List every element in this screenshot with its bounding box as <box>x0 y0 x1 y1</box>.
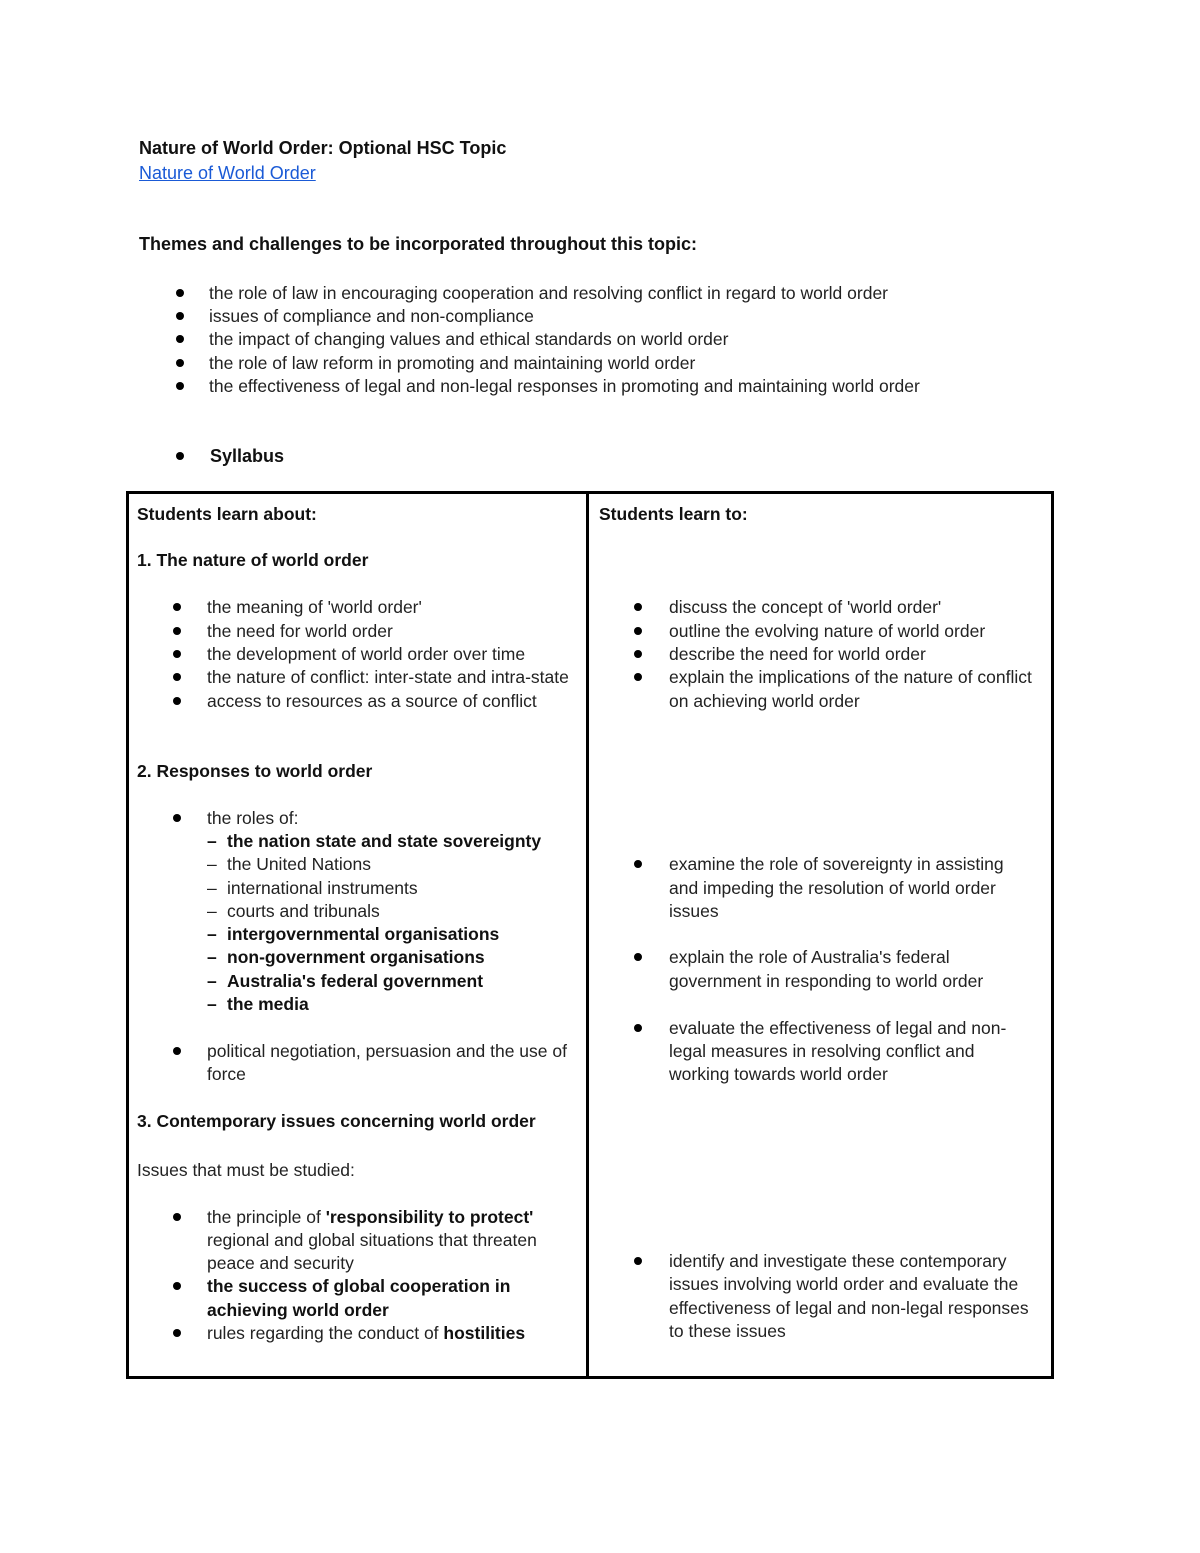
list-item: the meaning of 'world order' <box>207 597 422 617</box>
list-item: the need for world order <box>207 621 393 641</box>
list-item: discuss the concept of 'world order' <box>669 597 942 617</box>
role-item: – the United Nations <box>207 854 371 874</box>
table-divider <box>586 491 589 1379</box>
list-item-continued: force <box>207 1064 246 1084</box>
section-heading: 1. The nature of world order <box>137 550 369 570</box>
document-title: Nature of World Order: Optional HSC Topic <box>139 138 507 158</box>
bullet-icon <box>173 1047 181 1055</box>
syllabus-label: Syllabus <box>210 446 285 466</box>
bullet-icon <box>173 603 181 611</box>
bullet-icon <box>634 673 642 681</box>
list-item: examine the role of sovereignty in assisting <box>669 854 1004 874</box>
list-item: the success of global cooperation in <box>207 1276 511 1296</box>
bullet-icon <box>173 1329 181 1337</box>
bullet-icon <box>634 603 642 611</box>
bullet-icon <box>176 359 184 367</box>
role-item: – courts and tribunals <box>207 901 380 921</box>
bullet-icon <box>173 814 181 822</box>
role-item: – intergovernmental organisations <box>207 924 500 944</box>
bullet-icon <box>176 312 184 320</box>
list-item: the impact of changing values and ethical standards on world order <box>209 329 729 349</box>
list-item-continued: peace and security <box>207 1253 354 1273</box>
bullet-icon <box>173 627 181 635</box>
list-item-continued: issues <box>669 901 719 921</box>
list-item: describe the need for world order <box>669 644 926 664</box>
bullet-icon <box>634 953 642 961</box>
list-item-continued: and impeding the resolution of world order <box>669 878 996 898</box>
list-item: political negotiation, persuasion and the use of <box>207 1041 567 1061</box>
left-column-header: Students learn about: <box>137 504 317 524</box>
list-item: rules regarding the conduct of hostilities <box>207 1323 526 1343</box>
themes-heading: Themes and challenges to be incorporated throughout this topic: <box>139 234 698 254</box>
bullet-icon <box>173 1213 181 1221</box>
role-item: – the media <box>207 994 309 1014</box>
list-item: the role of law in encouraging cooperation and resolving conflict in regard to world order <box>209 283 889 303</box>
right-column-header: Students learn to: <box>599 504 748 524</box>
list-item-continued: issues involving world order and evaluate the <box>669 1274 1019 1294</box>
bullet-icon <box>173 697 181 705</box>
section-heading: 2. Responses to world order <box>137 761 373 781</box>
role-item: – Australia's federal government <box>207 971 484 991</box>
list-item: evaluate the effectiveness of legal and non- <box>669 1018 1007 1038</box>
list-item: outline the evolving nature of world order <box>669 621 986 641</box>
role-item: – the nation state and state sovereignty <box>207 831 542 851</box>
list-item-continued: to these issues <box>669 1321 786 1341</box>
role-item: – non-government organisations <box>207 947 485 967</box>
list-item: the nature of conflict: inter-state and intra-state <box>207 667 569 687</box>
bullet-icon <box>634 650 642 658</box>
list-item-continued: regional and global situations that threaten <box>207 1230 537 1250</box>
bullet-icon <box>173 673 181 681</box>
list-item-continued: legal measures in resolving conflict and <box>669 1041 975 1061</box>
list-item: explain the role of Australia's federal <box>669 947 950 967</box>
bullet-icon <box>176 335 184 343</box>
list-item: explain the implications of the nature of conflict <box>669 667 1032 687</box>
list-item: the development of world order over time <box>207 644 526 664</box>
bullet-icon <box>176 452 184 460</box>
list-item: the role of law reform in promoting and maintaining world order <box>209 353 696 373</box>
section-heading: 3. Contemporary issues concerning world order <box>137 1111 536 1131</box>
list-item: the principle of 'responsibility to protect' <box>207 1207 534 1227</box>
role-item: – international instruments <box>207 878 418 898</box>
bullet-icon <box>176 289 184 297</box>
section-intro: Issues that must be studied: <box>137 1160 355 1180</box>
topic-link[interactable]: Nature of World Order <box>139 163 316 183</box>
list-item: issues of compliance and non-compliance <box>209 306 534 326</box>
list-item: the roles of: <box>207 808 299 828</box>
list-item-continued: government in responding to world order <box>669 971 984 991</box>
bullet-icon <box>173 1282 181 1290</box>
bullet-icon <box>634 860 642 868</box>
list-item: access to resources as a source of conflict <box>207 691 537 711</box>
list-item-continued: working towards world order <box>669 1064 888 1084</box>
list-item: identify and investigate these contemporary <box>669 1251 1007 1271</box>
bullet-icon <box>634 1257 642 1265</box>
bullet-icon <box>176 382 184 390</box>
list-item-continued: achieving world order <box>207 1300 389 1320</box>
list-item-continued: on achieving world order <box>669 691 860 711</box>
list-item-continued: effectiveness of legal and non-legal responses <box>669 1298 1029 1318</box>
bullet-icon <box>634 1024 642 1032</box>
list-item: the effectiveness of legal and non-legal responses in promoting and maintaining world order <box>209 376 920 396</box>
bullet-icon <box>634 627 642 635</box>
bullet-icon <box>173 650 181 658</box>
